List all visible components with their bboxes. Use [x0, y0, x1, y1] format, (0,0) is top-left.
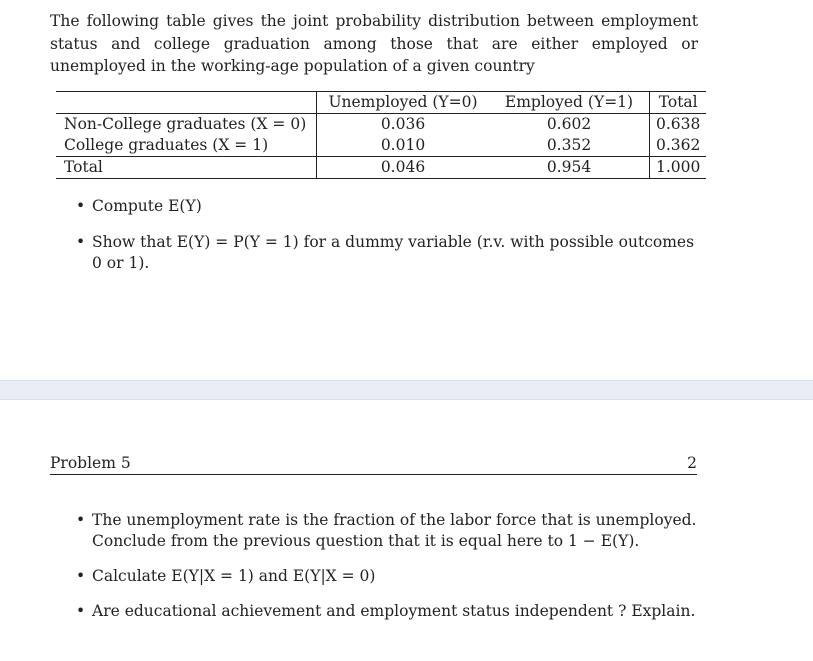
bullet-icon: • [76, 233, 86, 251]
page-number: 2 [687, 454, 697, 472]
table-header-cell: Employed (Y=1) [489, 92, 650, 114]
table-cell: 0.046 [317, 157, 490, 179]
bullet-icon: • [76, 602, 86, 620]
table-header-row [56, 92, 706, 114]
table-cell: 0.362 [656, 136, 701, 154]
table-total-row [56, 157, 706, 179]
question-text: Compute E(Y) [92, 197, 202, 215]
table-cell: 0.352 [489, 135, 650, 157]
table-cell: 0.602 [489, 114, 650, 136]
bullet-icon: • [76, 567, 86, 585]
list-item [50, 601, 700, 622]
question-text: Calculate E(Y|X = 1) and E(Y|X = 0) [92, 567, 376, 585]
table-header-cell [56, 92, 317, 114]
table-row [56, 135, 706, 157]
table-row [56, 114, 706, 136]
running-head [50, 452, 697, 475]
table-header-cell: Total [650, 92, 707, 114]
problem-title: Problem 5 [50, 454, 131, 472]
list-item [50, 566, 700, 587]
question-text: The unemployment rate is the fraction of the labor force that is unemployed. Conclude from the previous question that it is equal here to 1 − E(Y). [92, 511, 697, 550]
bullet-icon: • [76, 197, 86, 215]
question-text: Are educational achievement and employment status independent ? Explain. [92, 602, 696, 620]
bullet-icon: • [76, 511, 86, 529]
question-list-page-2 [50, 510, 700, 636]
table-row-label: Non-College graduates (X = 0) [56, 114, 317, 136]
table-cell: 0.010 [380, 136, 426, 154]
list-item [50, 232, 700, 274]
joint-distribution-table [56, 91, 706, 179]
list-item [50, 196, 700, 217]
table-row-label: College graduates (X = 1) [56, 135, 317, 157]
table-cell: 1.000 [650, 157, 707, 179]
table-cell: 0.638 [656, 115, 701, 133]
table-row-label: Total [56, 157, 317, 179]
table-cell: 0.036 [380, 115, 426, 133]
table-header-cell: Unemployed (Y=0) [317, 92, 490, 114]
question-list-page-1 [50, 196, 700, 289]
table-cell: 0.954 [489, 157, 650, 179]
page-separator [0, 380, 813, 400]
question-text: Show that E(Y) = P(Y = 1) for a dummy variable (r.v. with possible outcomes 0 or 1). [92, 233, 695, 272]
intro-paragraph: The following table gives the joint probability distribution between employment status and college graduation among those that are either employed or unemployed in the working-age population of a given country [50, 12, 698, 75]
list-item [50, 510, 700, 552]
